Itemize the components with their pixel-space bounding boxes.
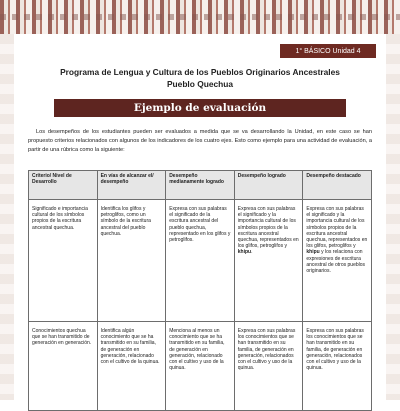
header-cell: En vías de alcanzar el/ desempeño <box>97 171 166 200</box>
cell-text-bold: khipu <box>306 249 320 256</box>
cell-text: y los relaciona con expresiones de escritura ancestral de otros pueblos originarios. <box>306 249 366 275</box>
rubric-table <box>28 170 372 411</box>
intro-paragraph: Los desempeños de los estudiantes pueden ser evaluados a medida que se va desarrollando la Unidad, en este caso se han propuesto criterios relacionados con algunos de los indicadores de los cuatro ejes. Esto como ejemplo para una actividad de evaluación, a partir de una rúbrica como la siguiente: <box>28 129 372 153</box>
table-cell: Expresa con sus palabras los conocimientos que se han transmitido en su familia, de generación en generación, relacionados con el cultivo y uso de la quinua. <box>303 322 372 411</box>
decorative-border-top <box>0 0 400 34</box>
table-cell <box>303 200 372 322</box>
table-cell: Expresa con sus palabras el significado de la escritura ancestral del pueblo quechua, representado en los glifos y petroglifos. <box>166 200 235 322</box>
table-row <box>29 200 372 322</box>
cell-text: . <box>251 249 253 256</box>
cell-text-bold: khipu <box>237 249 252 256</box>
table-cell: Conocimientos quechua que se han transmitido de generación en generación. <box>29 322 98 411</box>
rubric-header-row <box>29 171 372 200</box>
program-title-line1: Programa de Lengua y Cultura de los Pueblos Originarios Ancestrales <box>60 67 340 77</box>
decorative-border-left <box>0 34 14 400</box>
section-header: Ejemplo de evaluación <box>54 99 346 117</box>
program-title <box>30 66 370 90</box>
unit-tab: 1° BÁSICO Unidad 4 <box>280 44 376 58</box>
table-cell <box>234 200 303 322</box>
table-cell: Menciona al menos un conocimiento que se ha transmitido en su familia, de generación en generación, relacionado con el cultivo y uso de la quinua. <box>166 322 235 411</box>
table-cell: Significado e importancia cultural de los símbolos propios de la escritura ancestral quechua. <box>29 200 98 322</box>
cell-text: Expresa con sus palabras el significado y la importancia cultural de los símbolos propios de la escritura ancestral quechua, representados en los glifos, petroglifos y <box>237 206 299 250</box>
intro-text <box>28 128 372 155</box>
header-cell: Desempeño destacado <box>303 171 372 200</box>
table-cell: Identifica algún conocimiento que se ha transmitido en su familia, de generación en generación, relacionado con el cultivo de la quinua. <box>97 322 166 411</box>
cell-text: Expresa con sus palabras el significado y la importancia cultural de los símbolos propios de la escritura ancestral quechua, representados en los glifos, petroglifos y <box>306 206 368 250</box>
program-title-line2: Pueblo Quechua <box>166 79 234 89</box>
header-cell: Desempeño medianamente logrado <box>166 171 235 200</box>
decorative-border-right <box>386 34 400 400</box>
header-cell: Desempeño logrado <box>234 171 303 200</box>
table-cell: Identifica los glifos y petroglifos, como un símbolo de la escritura ancestral del pueblo quechua. <box>97 200 166 322</box>
table-row <box>29 322 372 411</box>
table-cell: Expresa con sus palabras los conocimientos que se han transmitido en su familia, de generación en generación, relacionados con el cultivo y uso de la quinua. <box>234 322 303 411</box>
header-cell: Criterio/ Nivel de Desarrollo <box>29 171 98 200</box>
